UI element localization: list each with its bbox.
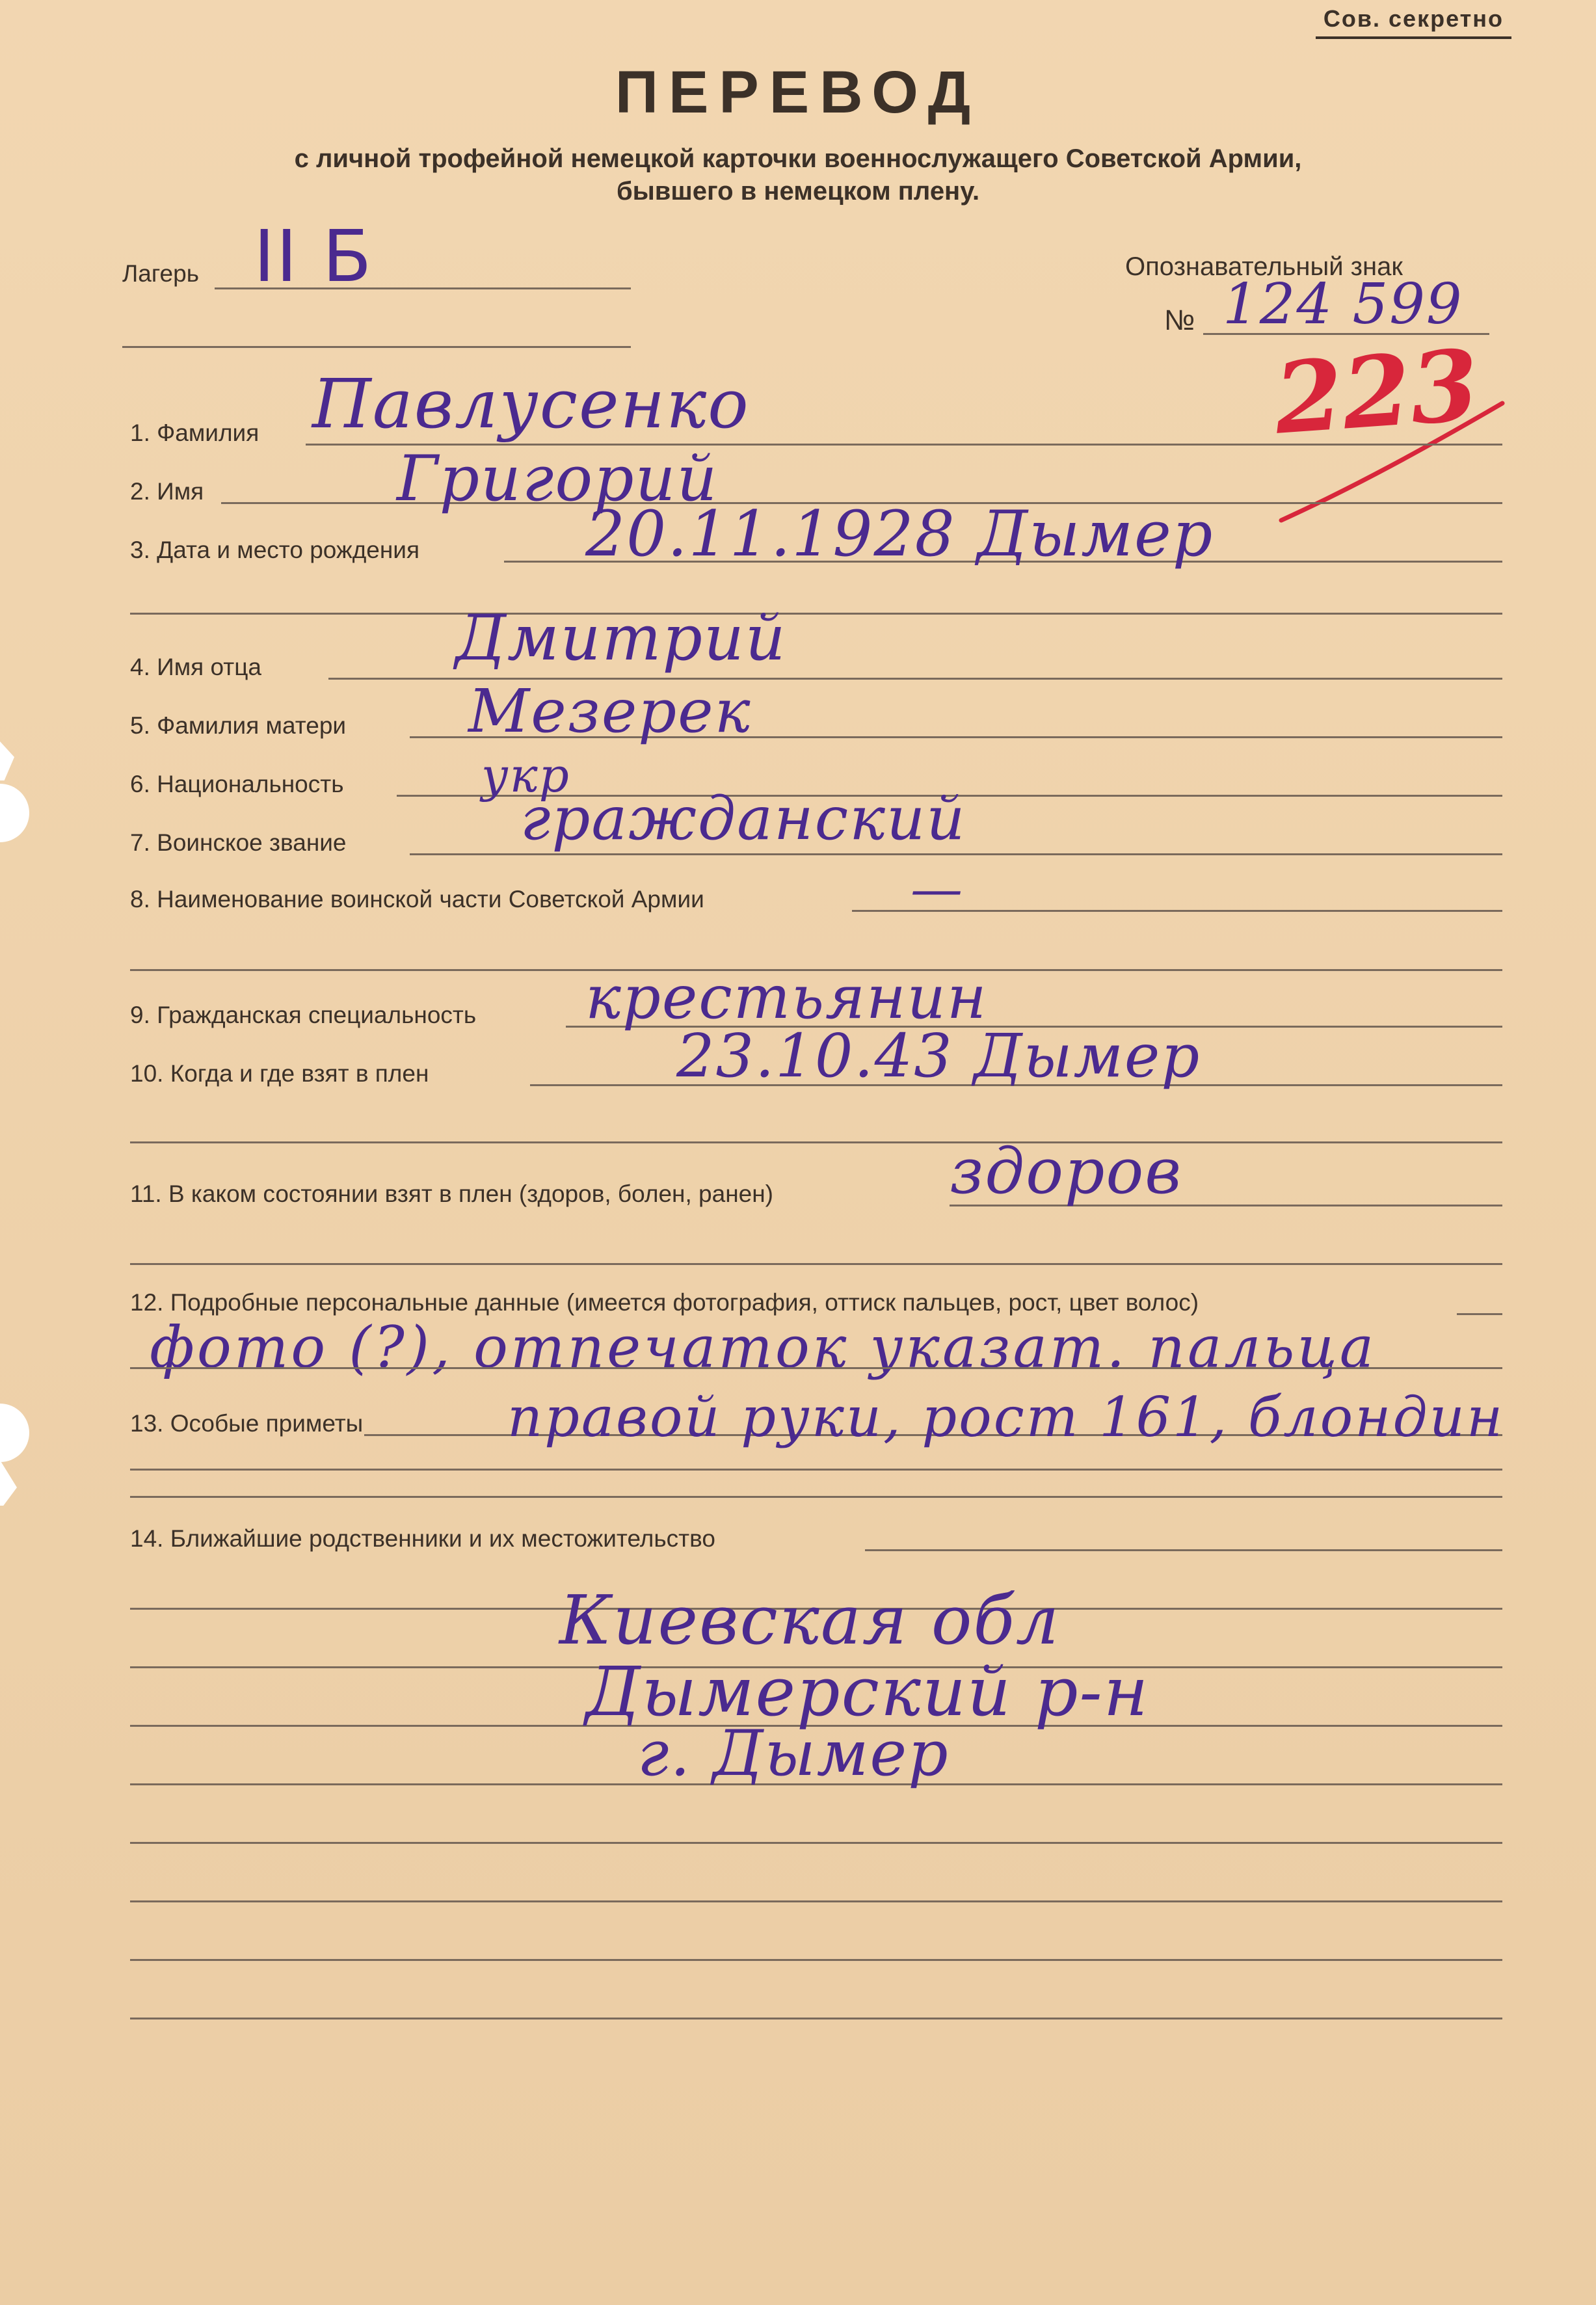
field-10-extra-line bbox=[130, 1141, 1502, 1143]
address-line-7 bbox=[130, 1959, 1502, 1961]
field-3-value: 20.11.1928 Дымер bbox=[585, 498, 1214, 570]
field-13-label: 13. Особые приметы bbox=[130, 1410, 364, 1437]
field-14-label: 14. Ближайшие родственники и их местожительство bbox=[130, 1525, 715, 1552]
field-13-extra-line-2 bbox=[130, 1496, 1502, 1498]
relatives-address-line-2: Дымерский р-н bbox=[585, 1652, 1150, 1731]
field-2-value: Григорий bbox=[397, 442, 719, 515]
camp-value: II Б bbox=[254, 215, 373, 298]
field-12-line bbox=[1457, 1313, 1502, 1315]
address-line-6 bbox=[130, 1900, 1502, 1902]
document-title: ПЕРЕВОД bbox=[615, 59, 981, 126]
field-1-label: 1. Фамилия bbox=[130, 420, 259, 446]
relatives-address-line-1: Киевская обл bbox=[559, 1580, 1061, 1660]
edge-tear-lower bbox=[0, 1460, 17, 1506]
field-3-extra-line bbox=[130, 613, 1502, 615]
id-mark-number: 124 599 bbox=[1223, 272, 1463, 337]
field-9-label: 9. Гражданская специальность bbox=[130, 1002, 477, 1028]
red-strike-mark bbox=[1275, 390, 1509, 533]
field-1-value: Павлусенко bbox=[312, 364, 750, 444]
field-11-label: 11. В каком состоянии взят в плен (здоров, болен, ранен) bbox=[130, 1180, 773, 1207]
relatives-address-line-3: г. Дымер bbox=[637, 1717, 950, 1790]
field-4-value: Дмитрий bbox=[455, 602, 787, 674]
field-11-extra-line bbox=[130, 1263, 1502, 1265]
address-line-5 bbox=[130, 1842, 1502, 1844]
field-7-value: гражданский bbox=[520, 784, 966, 853]
field-10-label: 10. Когда и где взят в плен bbox=[130, 1060, 429, 1087]
field-14-line bbox=[865, 1549, 1502, 1551]
field-5-value: Мезерек bbox=[468, 676, 752, 746]
field-10-value: 23.10.43 Дымер bbox=[676, 1021, 1201, 1091]
field-12-label: 12. Подробные персональные данные (имеется фотография, оттиск пальцев, рост, цвет волос) bbox=[130, 1289, 1199, 1316]
subtitle-line-2: бывшего в немецком плену. bbox=[616, 177, 980, 206]
field-3-label: 3. Дата и место рождения bbox=[130, 537, 419, 563]
id-mark-label: Опознавательный знак bbox=[1125, 252, 1403, 281]
field-8-value: — bbox=[911, 859, 964, 919]
field-6-value: укр bbox=[481, 748, 570, 803]
id-mark-number-prefix: № bbox=[1164, 304, 1195, 336]
punch-hole-lower bbox=[0, 1404, 29, 1462]
field-11-value: здоров bbox=[950, 1135, 1183, 1208]
field-9-value: крестьянин bbox=[585, 963, 988, 1032]
secret-stamp: Сов. секретно bbox=[1316, 3, 1511, 39]
field-12-extra-line bbox=[130, 1367, 1502, 1369]
field-4-label: 4. Имя отца bbox=[130, 654, 261, 680]
address-line-8 bbox=[130, 2018, 1502, 2019]
field-13-extra-line-1 bbox=[130, 1469, 1502, 1471]
subtitle-line-1: с личной трофейной немецкой карточки военнослужащего Советской Армии, bbox=[294, 144, 1302, 173]
field-7-line bbox=[410, 853, 1502, 855]
red-note-number: 223 bbox=[1271, 328, 1482, 457]
field-5-label: 5. Фамилия матери bbox=[130, 712, 347, 739]
field-6-label: 6. Национальность bbox=[130, 771, 344, 797]
field-7-label: 7. Воинское звание bbox=[130, 829, 347, 856]
field-12-value: фото (?), отпечаток указат. пальца bbox=[150, 1314, 1377, 1381]
edge-tear-upper bbox=[0, 741, 14, 780]
punch-hole-upper bbox=[0, 784, 29, 842]
field-2-label: 2. Имя bbox=[130, 478, 204, 505]
camp-label: Лагерь bbox=[122, 260, 199, 287]
field-13-value: правой руки, рост 161, блондин bbox=[507, 1385, 1505, 1449]
camp-extra-line bbox=[122, 346, 631, 348]
field-8-label: 8. Наименование воинской части Советской Армии bbox=[130, 886, 704, 913]
